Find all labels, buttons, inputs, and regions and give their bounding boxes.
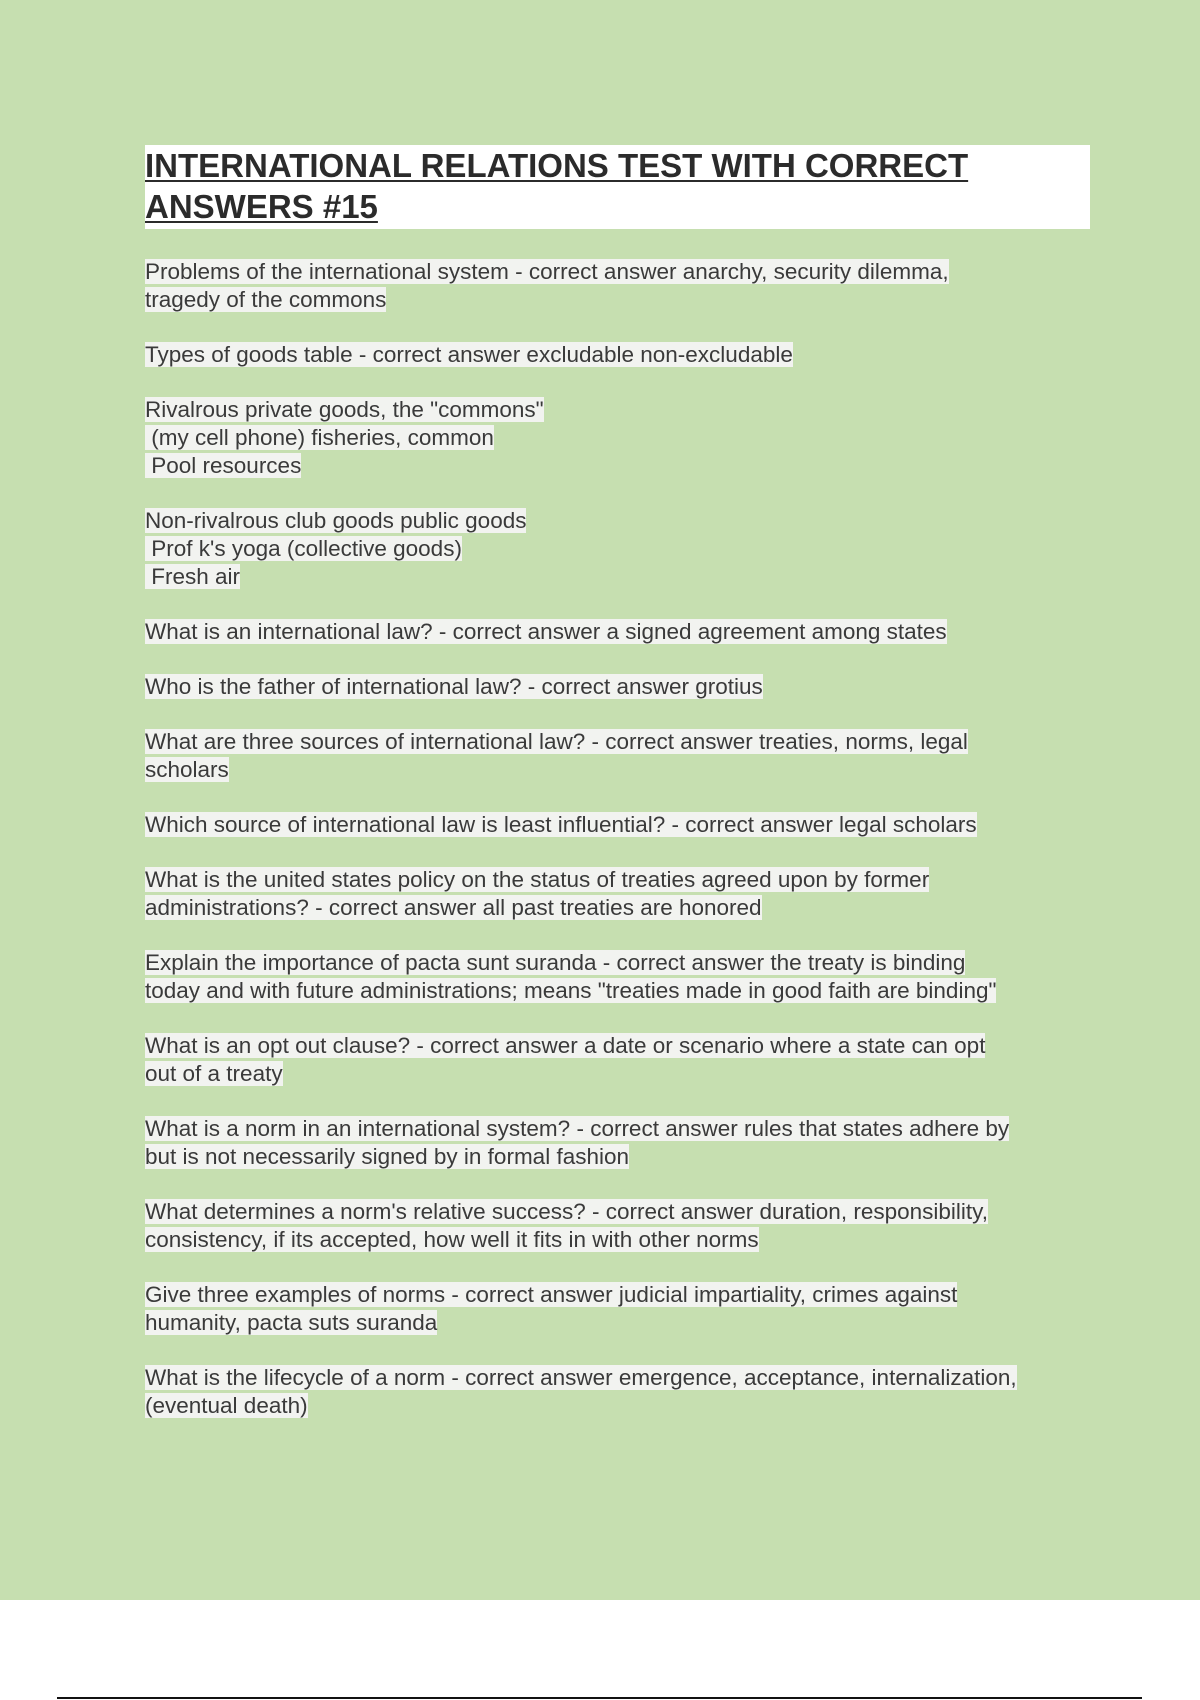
qa-text-line: [145, 949, 1090, 977]
qa-item: [145, 258, 1090, 314]
highlighted-text: What is an opt out clause? - correct answer a date or scenario where a state can opt: [145, 1033, 986, 1058]
qa-text-line: [145, 341, 1090, 369]
highlighted-text: Fresh air: [145, 564, 241, 589]
qa-item: [145, 728, 1090, 784]
qa-text-line: [145, 811, 1090, 839]
highlighted-text: Give three examples of norms - correct answer judicial impartiality, crimes against: [145, 1282, 958, 1307]
highlighted-text: Types of goods table - correct answer excludable non-excludable: [145, 342, 793, 367]
qa-item: [145, 949, 1090, 1005]
qa-item: [145, 1198, 1090, 1254]
qa-text-line: [145, 563, 1090, 591]
qa-text-line: [145, 977, 1090, 1005]
qa-text-line: [145, 894, 1090, 922]
qa-text-line: [145, 1115, 1090, 1143]
qa-item: [145, 507, 1090, 591]
qa-item: [145, 1032, 1090, 1088]
highlighted-text: tragedy of the commons: [145, 287, 387, 312]
highlighted-text: Explain the importance of pacta sunt suranda - correct answer the treaty is binding: [145, 950, 966, 975]
qa-text-line: [145, 866, 1090, 894]
qa-text-line: [145, 507, 1090, 535]
document-title: [145, 145, 1090, 229]
qa-list: [145, 258, 1090, 1420]
highlighted-text: What is a norm in an international system? - correct answer rules that states adhere by: [145, 1116, 1010, 1141]
qa-text-line: [145, 1392, 1090, 1420]
qa-text-line: [145, 756, 1090, 784]
qa-text-line: [145, 1032, 1090, 1060]
qa-item: [145, 396, 1090, 480]
highlighted-text: but is not necessarily signed by in formal fashion: [145, 1144, 630, 1169]
qa-text-line: [145, 1309, 1090, 1337]
qa-item: [145, 673, 1090, 701]
qa-text-line: [145, 1143, 1090, 1171]
qa-text-line: [145, 286, 1090, 314]
highlighted-text: Prof k's yoga (collective goods): [145, 536, 462, 561]
qa-text-line: [145, 1060, 1090, 1088]
highlighted-text: Rivalrous private goods, the "commons": [145, 397, 544, 422]
qa-text-line: [145, 258, 1090, 286]
qa-item: [145, 341, 1090, 369]
highlighted-text: out of a treaty: [145, 1061, 283, 1086]
qa-item: [145, 1115, 1090, 1171]
qa-item: [145, 866, 1090, 922]
qa-text-line: [145, 424, 1090, 452]
highlighted-text: What are three sources of international law? - correct answer treaties, norms, legal: [145, 729, 968, 754]
highlighted-text: Who is the father of international law? - correct answer grotius: [145, 674, 763, 699]
qa-text-line: [145, 673, 1090, 701]
title-line: ANSWERS #15: [145, 188, 378, 225]
highlighted-text: (eventual death): [145, 1393, 308, 1418]
qa-item: [145, 1281, 1090, 1337]
qa-text-line: [145, 396, 1090, 424]
highlighted-text: Problems of the international system - correct answer anarchy, security dilemma,: [145, 259, 949, 284]
highlighted-text: What is the united states policy on the status of treaties agreed upon by former: [145, 867, 930, 892]
highlighted-text: Non-rivalrous club goods public goods: [145, 508, 527, 533]
highlighted-text: What is the lifecycle of a norm - correct answer emergence, acceptance, internalization,: [145, 1365, 1017, 1390]
highlighted-text: humanity, pacta suts suranda: [145, 1310, 438, 1335]
footer-divider: [57, 1697, 1142, 1699]
qa-text-line: [145, 1281, 1090, 1309]
qa-text-line: [145, 728, 1090, 756]
highlighted-text: today and with future administrations; means "treaties made in good faith are binding": [145, 978, 997, 1003]
qa-text-line: [145, 1226, 1090, 1254]
highlighted-text: scholars: [145, 757, 229, 782]
highlighted-text: (my cell phone) fisheries, common: [145, 425, 494, 450]
qa-text-line: [145, 1198, 1090, 1226]
qa-item: [145, 811, 1090, 839]
qa-item: [145, 1364, 1090, 1420]
highlighted-text: What determines a norm's relative success? - correct answer duration, responsibility,: [145, 1199, 988, 1224]
qa-item: [145, 618, 1090, 646]
highlighted-text: consistency, if its accepted, how well it fits in with other norms: [145, 1227, 759, 1252]
highlighted-text: What is an international law? - correct answer a signed agreement among states: [145, 619, 947, 644]
qa-text-line: [145, 535, 1090, 563]
qa-text-line: [145, 1364, 1090, 1392]
title-line: INTERNATIONAL RELATIONS TEST WITH CORRECT: [145, 147, 969, 184]
qa-text-line: [145, 452, 1090, 480]
highlighted-text: administrations? - correct answer all past treaties are honored: [145, 895, 762, 920]
highlighted-text: Which source of international law is least influential? - correct answer legal scholars: [145, 812, 977, 837]
document-body: [145, 145, 1090, 1447]
highlighted-text: Pool resources: [145, 453, 302, 478]
qa-text-line: [145, 618, 1090, 646]
